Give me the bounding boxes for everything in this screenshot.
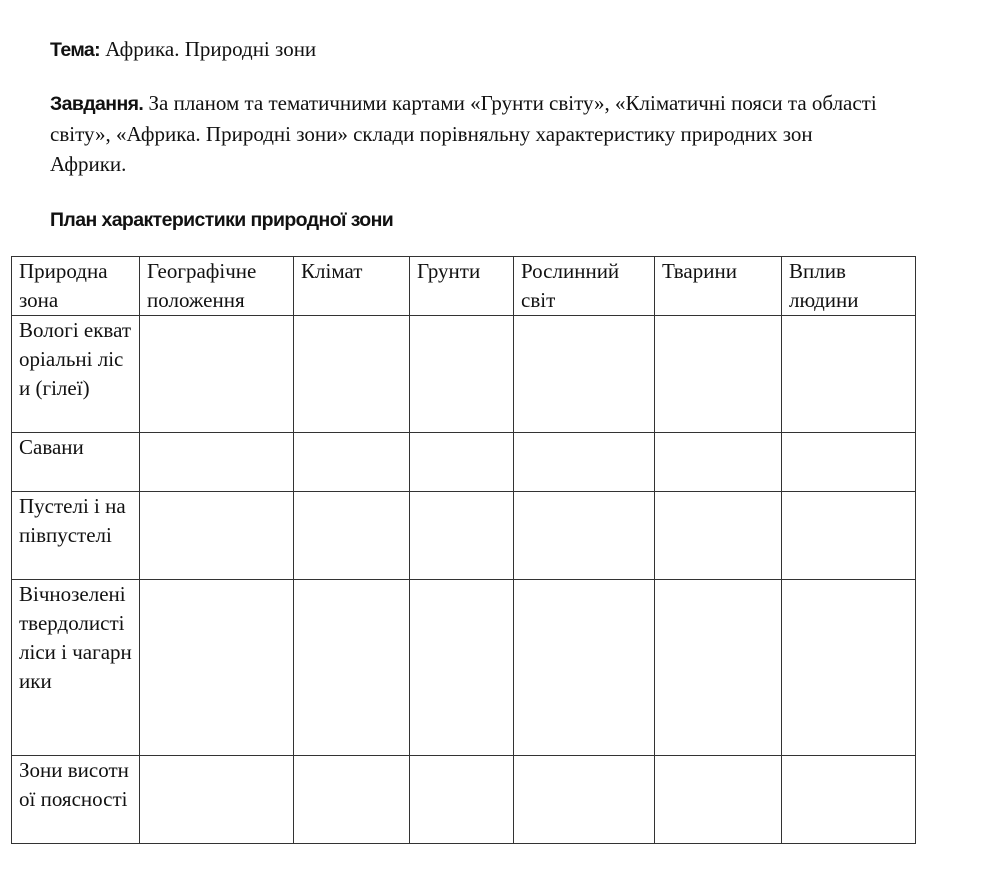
zone-name-cell: Савани <box>12 433 140 492</box>
empty-cell[interactable] <box>410 316 514 433</box>
empty-cell[interactable] <box>655 492 782 580</box>
empty-cell[interactable] <box>140 316 294 433</box>
table-row <box>12 492 916 580</box>
empty-cell[interactable] <box>514 492 655 580</box>
task-text: За планом та тематичними картами «Грунти світу», «Кліматичні пояси та області світу», «Африка. Природні зони» склади порівняльну характеристику природних зон Африки. <box>50 91 877 176</box>
header-cell: Тварини <box>655 257 782 316</box>
table-row <box>12 756 916 844</box>
topic-text: Африка. Природні зони <box>100 37 317 61</box>
empty-cell[interactable] <box>782 492 916 580</box>
empty-cell[interactable] <box>655 756 782 844</box>
empty-cell[interactable] <box>410 492 514 580</box>
zone-name-cell: Вічнозелені твердолисті ліси і чагарники <box>12 580 140 756</box>
task-label: Завдання. <box>50 93 144 115</box>
header-cell: Клімат <box>294 257 410 316</box>
empty-cell[interactable] <box>514 316 655 433</box>
empty-cell[interactable] <box>514 433 655 492</box>
empty-cell[interactable] <box>514 580 655 756</box>
table-row <box>12 316 916 433</box>
empty-cell[interactable] <box>410 580 514 756</box>
empty-cell[interactable] <box>294 580 410 756</box>
empty-cell[interactable] <box>140 756 294 844</box>
empty-cell[interactable] <box>655 316 782 433</box>
task-paragraph <box>50 88 890 179</box>
header-cell: Вплив людини <box>782 257 916 316</box>
empty-cell[interactable] <box>294 756 410 844</box>
header-cell: Природна зона <box>12 257 140 316</box>
header-cell: Рослинний світ <box>514 257 655 316</box>
zone-name-cell: Зони висотної поясності <box>12 756 140 844</box>
header-cell: Грунти <box>410 257 514 316</box>
empty-cell[interactable] <box>140 492 294 580</box>
empty-cell[interactable] <box>294 433 410 492</box>
empty-cell[interactable] <box>782 433 916 492</box>
empty-cell[interactable] <box>410 756 514 844</box>
topic-line <box>50 34 316 65</box>
header-cell: Географічне положення <box>140 257 294 316</box>
table-row <box>12 580 916 756</box>
zones-table <box>11 256 916 844</box>
empty-cell[interactable] <box>655 433 782 492</box>
empty-cell[interactable] <box>655 580 782 756</box>
empty-cell[interactable] <box>410 433 514 492</box>
table-header-row <box>12 257 916 316</box>
zone-name-cell: Пустелі і напівпустелі <box>12 492 140 580</box>
empty-cell[interactable] <box>782 580 916 756</box>
empty-cell[interactable] <box>782 316 916 433</box>
empty-cell[interactable] <box>294 492 410 580</box>
empty-cell[interactable] <box>782 756 916 844</box>
zone-name-cell: Вологі екваторіальні ліси (гілеї) <box>12 316 140 433</box>
empty-cell[interactable] <box>294 316 410 433</box>
empty-cell[interactable] <box>140 433 294 492</box>
empty-cell[interactable] <box>514 756 655 844</box>
table-row <box>12 433 916 492</box>
topic-label: Тема: <box>50 39 101 61</box>
empty-cell[interactable] <box>140 580 294 756</box>
plan-title: План характеристики природної зони <box>50 209 394 231</box>
